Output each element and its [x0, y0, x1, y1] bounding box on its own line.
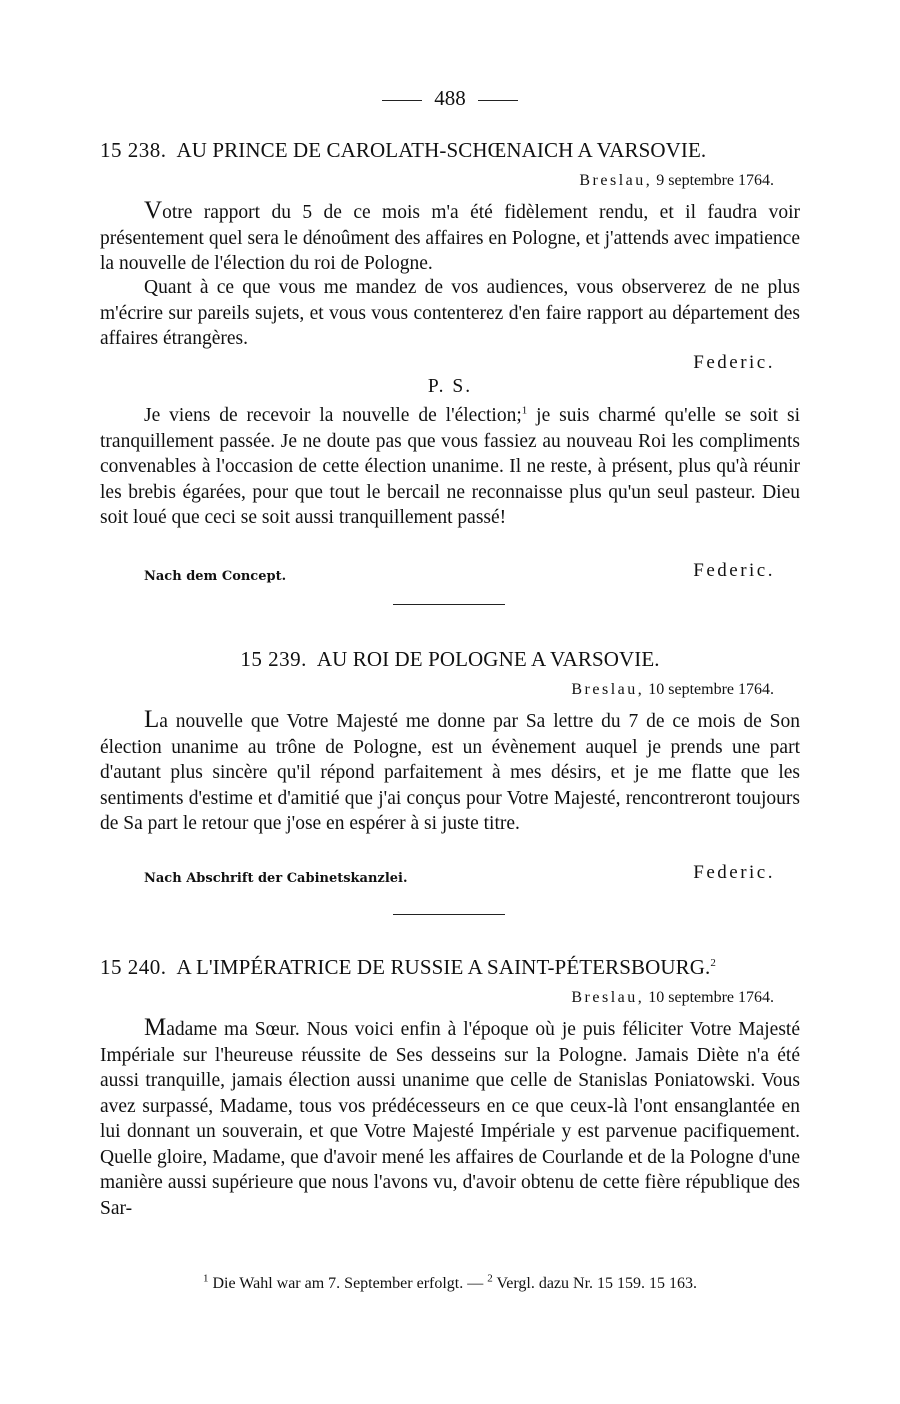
page-number-dash-right — [478, 100, 518, 101]
letter-number: 15 239. — [240, 647, 307, 671]
letter-paragraph: Votre rapport du 5 de ce mois m'a été fidèlement rendu, et il faudra voir présentement quel sera le dénoûment des affaires en Pologne, et j'attends avec impatience la nouvelle de l'élection du roi de Pologne. — [100, 197, 800, 274]
letter-heading-15240 — [100, 955, 800, 980]
page-number: 488 — [0, 86, 900, 111]
signature: Federic. — [693, 352, 775, 373]
letter-paragraph: Madame ma Sœur. Nous voici enfin à l'époque où je puis féliciter Votre Majesté Impériale sur l'heureuse réussite de Ses desseins sur la Pologne. Jamais Diète n'a été aussi tranquille, jamais élection aussi unanime que celle de Stanislas Poniatowski. Vous avez surpassé, Madame, tous vos prédécesseurs en ce que ceux-là l'ont ensanglantée en lui donnant un souverain, et que Votre Majesté Impériale y est parvenue pacifiquement. Quelle gloire, Madame, que d'avoir mené les affaires de Courlande et de la Pologne d'une manière aussi supérieure que nous l'avons vu, d'avoir obtenu de cette fière république des Sar- — [100, 1014, 800, 1219]
letter-paragraph: La nouvelle que Votre Majesté me donne par Sa lettre du 7 de ce mois de Son élection unanime au trône de Pologne, est un évènement auquel je prends une part d'autant plus sincère qu'il répond parfaitement à mes désirs, et je me flatte que les sentiments d'estime et d'amitié que j'ai conçus pour Votre Majesté, rencontreront toujours de Sa part le retour que j'ose en espérer à si juste titre. — [100, 706, 800, 834]
letter-dateline: Breslau, 10 septembre 1764. — [571, 681, 774, 698]
footnotes — [0, 1272, 900, 1293]
letter-heading-15239 — [100, 647, 800, 672]
signature: Federic. — [693, 560, 775, 581]
footnote-text: Vergl. dazu Nr. 15 159. 15 163. — [496, 1275, 698, 1292]
source-note: Nach Abschrift der Cabinetskanzlei. — [144, 871, 408, 886]
letter-dateline: Breslau, 10 septembre 1764. — [571, 989, 774, 1006]
letter-title: AU ROI DE POLOGNE A VARSOVIE. — [316, 647, 660, 671]
letter-title: A L'IMPÉRATRICE DE RUSSIE A SAINT-PÉTERSBOURG. — [176, 955, 711, 979]
source-note: Nach dem Concept. — [144, 569, 287, 584]
letter-number: 15 238. — [100, 138, 167, 162]
letter-title: AU PRINCE DE CAROLATH-SCHŒNAICH A VARSOVIE. — [176, 138, 707, 162]
letter-number: 15 240. — [100, 955, 167, 979]
footnote-ref: 2 — [710, 957, 716, 969]
section-divider — [393, 914, 505, 915]
postscript-label: P. S. — [427, 376, 473, 397]
letter-heading-15238 — [100, 138, 800, 163]
letter-paragraph: Quant à ce que vous me mandez de vos audiences, vous observerez de ne plus m'écrire sur pareils sujets, et vous vous contenterez d'en faire rapport au département des affaires étrangères. — [100, 277, 800, 349]
letter-dateline: Breslau, 9 septembre 1764. — [579, 172, 774, 189]
footnote-number: 2 — [487, 1272, 493, 1285]
page-number-dash-left — [382, 100, 422, 101]
postscript-paragraph: Je viens de recevoir la nouvelle de l'élection;$^1$ je suis charmé qu'elle se soit si tranquillement passée. Je ne doute pas que vous fassiez au nouveau Roi les compliments convenables à l'occasion de cette élection unanime. Il ne reste, à présent, plus qu'à réunir les brebis égarées, pour que tout le bercail ne reconnaisse plus qu'un seul pasteur. Dieu soit loué que ceci se soit aussi tranquillement passé! — [100, 404, 800, 528]
footnote-number: 1 — [202, 1272, 209, 1285]
footnote-ref: 1 — [521, 404, 528, 417]
section-divider — [393, 604, 505, 605]
signature: Federic. — [693, 862, 775, 883]
footnote-text: Die Wahl war am 7. September erfolgt. — — [212, 1275, 484, 1292]
